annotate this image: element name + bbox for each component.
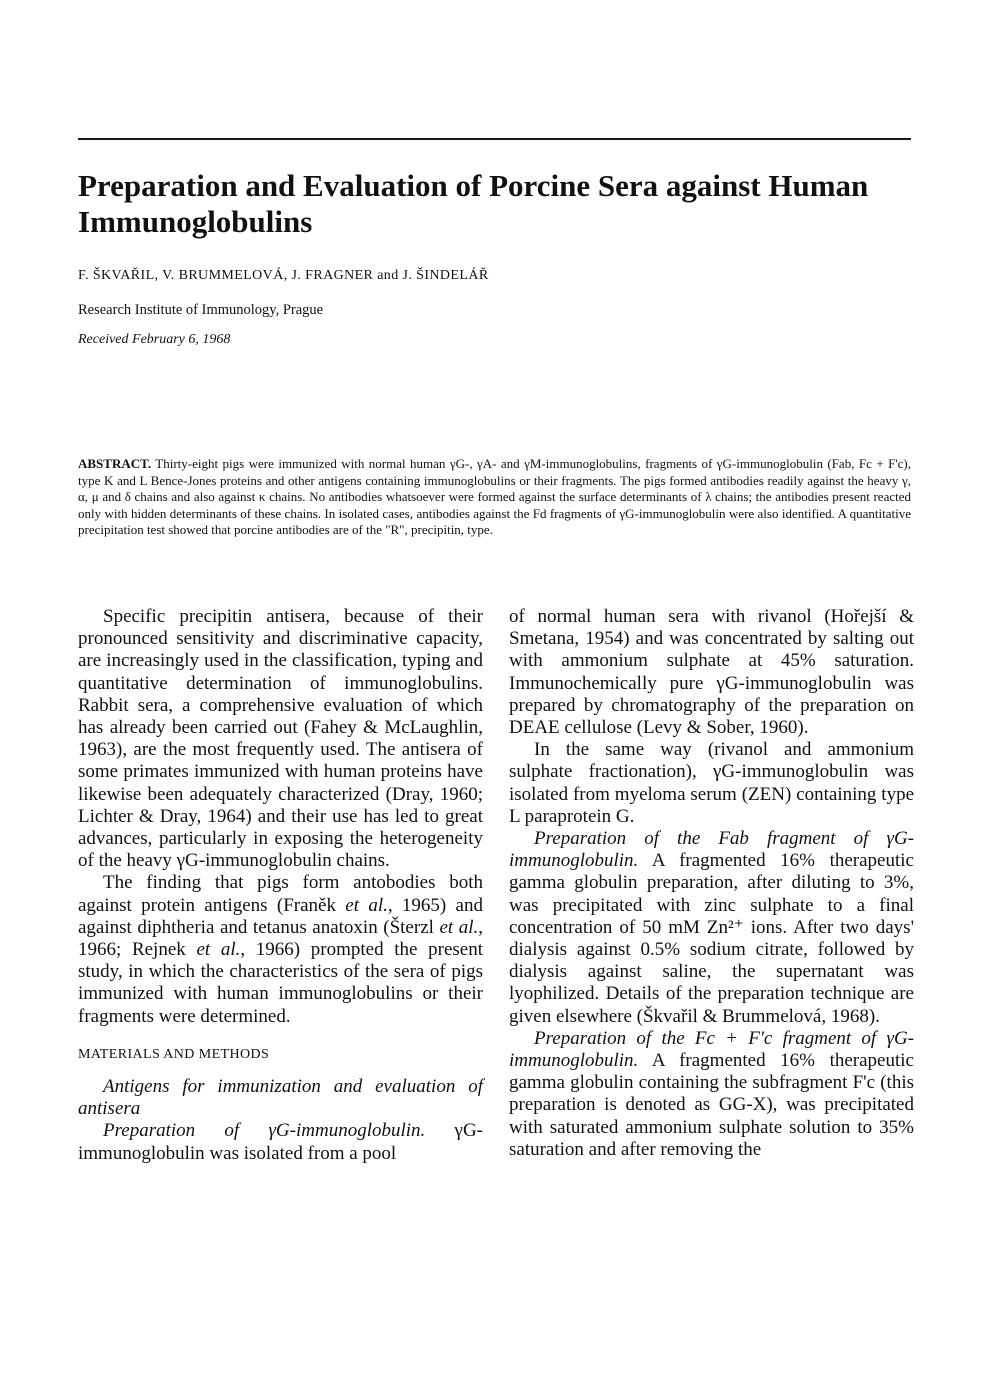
right-column — [509, 606, 914, 1161]
citation-etal: et al. — [439, 916, 479, 938]
citation-etal: et al. — [196, 939, 241, 961]
methods-paragraph-fab — [509, 828, 914, 1028]
left-column — [78, 606, 483, 1165]
run-in-heading: Preparation of the Fab fragment of γG-immunoglobulin. — [509, 828, 914, 872]
paper-title: Preparation and Evaluation of Porcine Sera against Human Immunoglobulins — [78, 168, 869, 239]
methods-fab-text: A fragmented 16% therapeutic gamma globulin preparation, after diluting to 3%, was precipitated with zinc sulphate to a final concentration of 50 mM Zn²⁺ ions. After two days' dialysis against 0.5% sodium citrate, followed by dialysis against saline, the supernatant was lyophilized. Details of the preparation technique are given elsewhere (Škvařil & Brummelová, 1968). — [509, 850, 914, 1027]
methods-paragraph-continued: of normal human sera with rivanol (Hořejší & Smetana, 1954) and was concentrated by salting out with ammonium sulphate at 45% saturation. Immunochemically pure γG-immunoglobulin was prepared by chromatography of the preparation on DEAE cellulose (Levy & Sober, 1960). — [509, 606, 914, 739]
affiliation: Research Institute of Immunology, Prague — [78, 302, 324, 318]
methods-paragraph-zen: In the same way (rivanol and ammonium sulphate fractionation), γG-immunoglobulin was isolated from myeloma serum (ZEN) containing type L paraprotein G. — [509, 739, 914, 827]
received-date: Received February 6, 1968 — [78, 332, 231, 347]
citation-etal: et al. — [345, 894, 388, 916]
run-in-heading: Preparation of the Fc + F'c fragment of γG-immunoglobulin. — [509, 1027, 914, 1072]
methods-paragraph-fc — [509, 1028, 914, 1161]
abstract-label: ABSTRACT. — [78, 456, 152, 471]
intro-paragraph-2 — [78, 872, 483, 1027]
methods-gg-text: γG-immunoglobulin was isolated from a pool — [78, 1120, 483, 1164]
intro-p2-text-d: , 1966) prompted the present study, in which the characteristics of the sera of pigs immunized with human immunoglobulins or their fragments were determined. — [78, 939, 483, 1027]
methods-fc-text: A fragmented 16% therapeutic gamma globulin containing the subfragment F'c (this preparation is denoted as GG-X), was precipitated with saturated ammonium sulphate solution to 35% saturation and after removing the — [509, 1050, 914, 1160]
intro-p2-text-c: , 1966; Rejnek — [78, 916, 483, 961]
abstract — [78, 456, 911, 539]
run-in-heading: Preparation of γG-immunoglobulin. — [103, 1120, 426, 1142]
author-list: F. ŠKVAŘIL, V. BRUMMELOVÁ, J. FRAGNER and J. ŠINDELÁŘ — [78, 268, 489, 283]
methods-paragraph-gg — [78, 1120, 483, 1164]
intro-paragraph-1: Specific precipitin antisera, because of their pronounced sensitivity and discriminative capacity, are increasingly used in the classification, typing and quantitative determination of immunoglobulins. Rabbit sera, a comprehensive evaluation of which has already been carried out (Fahey & McLaughlin, 1963), are the most frequently used. The antisera of some primates immunized with human proteins have likewise been adequately characterized (Dray, 1960; Lichter & Dray, 1964) and their use has led to great advances, particularly in exposing the heterogeneity of the heavy γG-immunoglobulin chains. — [78, 606, 483, 872]
abstract-text: Thirty-eight pigs were immunized with normal human γG-, γA- and γM-immunoglobulins, fragments of γG-immunoglobulin (Fab, Fc + F'c), type K and L Bence-Jones proteins and other antigens containing immunoglobulins or their fragments. The pigs formed antibodies readily against the heavy γ, α, μ and δ chains and also against κ chains. No antibodies whatsoever were formed against the surface determinants of λ chains; the antibodies present reacted only with hidden determinants of these chains. In isolated cases, antibodies against the Fd fragments of γG-immunoglobulin were also identified. A quantitative precipitation test showed that porcine antibodies are of the "R", precipitin, type. — [78, 456, 911, 537]
intro-p2-text-b: , 1965) and against diphtheria and tetanus anatoxin (Šterzl — [78, 894, 483, 938]
subsection-heading-antigens: Antigens for immunization and evaluation of antisera — [78, 1076, 483, 1120]
header-rule — [78, 138, 911, 140]
intro-p2-text-a: The finding that pigs form antobodies both against protein antigens (Franěk — [78, 872, 483, 916]
section-heading-methods: MATERIALS AND METHODS — [78, 1046, 270, 1062]
